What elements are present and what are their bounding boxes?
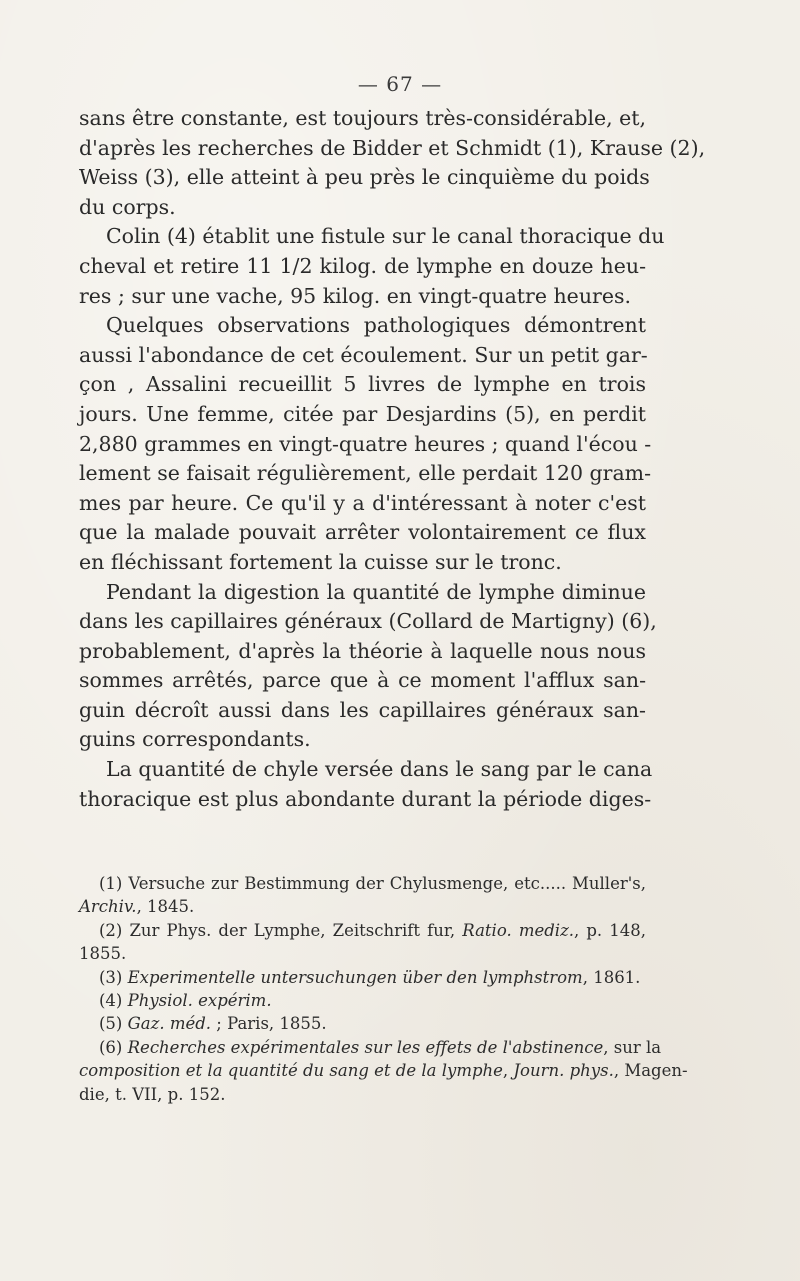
body-text-line: du corps. <box>79 194 176 219</box>
footnote-segment: 1855. <box>79 944 127 964</box>
body-text-line: probablement, d'après la théorie à laquelle nous nous <box>79 638 646 663</box>
footnote-segment: , 1861. <box>582 967 641 987</box>
footnote-line <box>79 1083 646 1106</box>
body-text-line: Quelques observations pathologiques démontrent <box>106 313 646 338</box>
body-text-line: sommes arrêtés, parce que à ce moment l'afflux san- <box>79 668 646 693</box>
footnote-segment: (1) Versuche zur Bestimmung der Chylusmenge, etc..... Muller's, <box>99 874 646 893</box>
body-text-line: 2,880 grammes en vingt-quatre heures ; quand l'écou - <box>79 431 652 456</box>
footnote-segment: , <box>502 1061 514 1081</box>
footnote-italic-segment: Archiv. <box>79 897 137 917</box>
footnote-segment: (4) <box>99 990 128 1010</box>
page-number: — 67 — <box>357 72 443 96</box>
footnote-italic-segment: Ratio. mediz. <box>462 920 575 940</box>
footnote-italic-segment: Journ. phys. <box>513 1061 614 1081</box>
body-text-line: sans être constante, est toujours très-considérable, et, <box>79 106 647 130</box>
body-text-line: jours. Une femme, citée par Desjardins (5), en perdit <box>79 401 646 426</box>
body-text-line: aussi l'abondance de cet écoulement. Sur un petit gar- <box>79 342 648 367</box>
body-text-line: que la malade pouvait arrêter volontairement ce flux <box>79 520 646 545</box>
footnote-segment: , p. 148, <box>574 920 647 940</box>
body-text-line: lement se faisait régulièrement, elle perdait 120 gram- <box>79 461 652 486</box>
footnote-line <box>79 989 646 1012</box>
body-text-line: La quantité de chyle versée dans le sang par le cana <box>106 757 653 782</box>
footnote-segment: , 1845. <box>136 897 195 917</box>
body-text-line: Colin (4) établit une fistule sur le canal thoracique du <box>106 224 665 249</box>
footnote-segment: (6) <box>99 1037 128 1057</box>
footnote-segment: die, t. VII, p. 152. <box>79 1084 226 1104</box>
footnote-italic-segment: composition et la quantité du sang et de la lymphe <box>79 1061 503 1081</box>
footnote-line <box>79 1036 662 1059</box>
body-text-line: Weiss (3), elle atteint à peu près le cinquième du poids <box>79 165 650 190</box>
main-text-block <box>79 104 706 814</box>
footnote-line <box>79 942 646 965</box>
footnote-line <box>79 1059 688 1082</box>
body-text-line: çon , Assalini recueillit 5 livres de lymphe en trois <box>79 372 646 397</box>
footnote-line <box>79 919 646 942</box>
footnote-segment: ; Paris, 1855. <box>211 1014 327 1034</box>
footnote-segment: , Magen- <box>613 1061 688 1081</box>
footnote-segment: (2) Zur Phys. der Lymphe, Zeitschrift fur, <box>99 920 463 940</box>
body-text-line: guins correspondants. <box>79 727 311 752</box>
body-text-line: Pendant la digestion la quantité de lymphe diminue <box>106 579 646 604</box>
footnote-segment: (3) <box>99 967 128 987</box>
footnote-line <box>79 895 646 918</box>
footnote-segment: , sur la <box>603 1037 662 1057</box>
body-text-line: guin décroît aussi dans les capillaires généraux san- <box>79 697 646 722</box>
footnotes-block <box>79 872 688 1106</box>
body-text-line: d'après les recherches de Bidder et Schmidt (1), Krause (2), <box>79 135 706 160</box>
footnote-line <box>79 966 646 989</box>
footnote-italic-segment: Physiol. expérim. <box>127 990 272 1010</box>
footnote-line <box>79 872 646 895</box>
body-text-line: res ; sur une vache, 95 kilog. en vingt-quatre heures. <box>79 283 631 308</box>
body-text-line: cheval et retire 11 1/2 kilog. de lymphe en douze heu- <box>79 253 646 278</box>
body-text-line: thoracique est plus abondante durant la période diges- <box>79 786 652 811</box>
body-text-line: en fléchissant fortement la cuisse sur le tronc. <box>79 549 562 574</box>
footnote-segment: (5) <box>99 1014 128 1034</box>
footnote-italic-segment: Experimentelle untersuchungen über den lymphstrom <box>127 967 583 987</box>
footnote-line <box>79 1012 646 1035</box>
body-text-line: mes par heure. Ce qu'il y a d'intéressant à noter c'est <box>79 490 646 515</box>
footnote-italic-segment: Recherches expérimentales sur les effets de l'abstinence <box>127 1037 604 1057</box>
body-text-line: dans les capillaires généraux (Collard de Martigny) (6), <box>79 609 657 634</box>
footnote-italic-segment: Gaz. méd. <box>127 1014 212 1034</box>
